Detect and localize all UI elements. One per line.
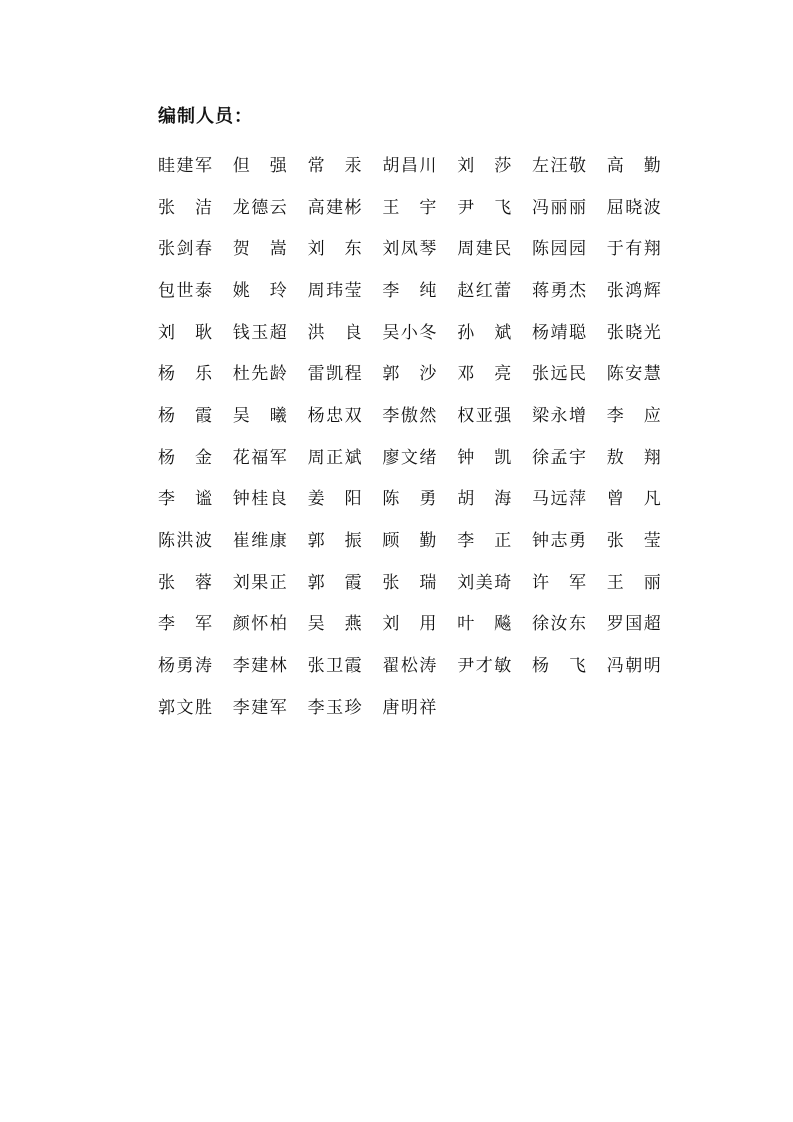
staff-name: 贺 嵩 xyxy=(232,239,287,260)
staff-name: 赵 红 蕾 xyxy=(457,280,512,301)
staff-name: 屈 晓 波 xyxy=(606,197,661,218)
staff-name: 孙 斌 xyxy=(457,322,512,343)
staff-name: 杨 乐 xyxy=(158,364,212,385)
staff-name: 雷 凯 程 xyxy=(307,364,362,385)
staff-name: 胡 昌 川 xyxy=(382,155,437,176)
staff-name: 王 宇 xyxy=(382,197,437,218)
staff-name: 姜 阳 xyxy=(307,489,362,510)
staff-name: 徐 孟 宇 xyxy=(531,447,586,468)
staff-name: 崔 维 康 xyxy=(232,531,287,552)
staff-name: 杨 靖 聪 xyxy=(531,322,586,343)
staff-name: 刘 莎 xyxy=(457,155,512,176)
staff-name: 常 汞 xyxy=(307,155,362,176)
staff-name: 陈 安 慧 xyxy=(606,364,661,385)
staff-name: 周 建 民 xyxy=(457,239,512,260)
staff-name: 钟 志 勇 xyxy=(531,531,586,552)
staff-name: 洪 良 xyxy=(307,322,362,343)
staff-name: 姚 玲 xyxy=(232,280,287,301)
staff-name: 刘 耿 xyxy=(158,322,212,343)
staff-name: 陈 勇 xyxy=(382,489,437,510)
name-row xyxy=(158,687,662,729)
section-heading: 编制人员： xyxy=(158,106,253,127)
name-row xyxy=(158,353,662,395)
staff-name: 唐 明 祥 xyxy=(382,697,437,718)
staff-name: 冯 朝 明 xyxy=(606,656,661,677)
name-row xyxy=(158,479,662,521)
staff-name-grid xyxy=(158,145,662,729)
staff-name: 李 建 林 xyxy=(232,656,287,677)
staff-name: 左 汪 敬 xyxy=(531,155,586,176)
staff-name: 许 军 xyxy=(531,572,586,593)
staff-name: 尹 才 敏 xyxy=(457,656,512,677)
staff-name: 陈 园 园 xyxy=(531,239,586,260)
staff-name: 包 世 泰 xyxy=(158,280,212,301)
staff-name: 杨 忠 双 xyxy=(307,405,362,426)
staff-name: 眭 建 军 xyxy=(158,155,212,176)
staff-name: 顾 勤 xyxy=(382,531,437,552)
staff-name: 张 剑 春 xyxy=(158,239,212,260)
staff-name: 陈 洪 波 xyxy=(158,531,212,552)
staff-name: 李 玉 珍 xyxy=(307,697,362,718)
staff-name: 李 谧 xyxy=(158,489,212,510)
staff-name: 刘 用 xyxy=(382,614,437,635)
staff-name: 邓 亮 xyxy=(457,364,512,385)
staff-name: 张 远 民 xyxy=(531,364,586,385)
staff-name: 杨 勇 涛 xyxy=(158,656,212,677)
staff-name: 杨 霞 xyxy=(158,405,212,426)
staff-name: 梁 永 增 xyxy=(531,405,586,426)
staff-name: 尹 飞 xyxy=(457,197,512,218)
staff-name: 杨 金 xyxy=(158,447,212,468)
staff-name: 钟 凯 xyxy=(457,447,512,468)
staff-name: 张 卫 霞 xyxy=(307,656,362,677)
staff-name: 周 正 斌 xyxy=(307,447,362,468)
staff-name: 刘 果 正 xyxy=(232,572,287,593)
staff-name: 刘 美 琦 xyxy=(457,572,512,593)
staff-name: 冯 丽 丽 xyxy=(531,197,586,218)
staff-name: 高 勤 xyxy=(606,155,661,176)
staff-name: 张 莹 xyxy=(606,531,661,552)
staff-name: 但 强 xyxy=(232,155,287,176)
staff-name: 李 应 xyxy=(606,405,661,426)
staff-name: 胡 海 xyxy=(457,489,512,510)
staff-name: 吴 燕 xyxy=(307,614,362,635)
staff-name: 颜 怀 柏 xyxy=(232,614,287,635)
staff-name: 张 鸿 辉 xyxy=(606,280,661,301)
staff-name: 郭 文 胜 xyxy=(158,697,212,718)
staff-name: 张 瑞 xyxy=(382,572,437,593)
name-row xyxy=(158,145,662,187)
staff-name: 张 蓉 xyxy=(158,572,212,593)
staff-name: 周 玮 莹 xyxy=(307,280,362,301)
staff-name: 李 傲 然 xyxy=(382,405,437,426)
staff-name: 廖 文 绪 xyxy=(382,447,437,468)
staff-name: 张 晓 光 xyxy=(606,322,661,343)
staff-name: 权 亚 强 xyxy=(457,405,512,426)
staff-name: 杨 飞 xyxy=(531,656,586,677)
name-row xyxy=(158,562,662,604)
name-row xyxy=(158,395,662,437)
staff-name: 于 有 翔 xyxy=(606,239,661,260)
staff-name: 钱 玉 超 xyxy=(232,322,287,343)
staff-name: 李 军 xyxy=(158,614,212,635)
staff-name: 吴 曦 xyxy=(232,405,287,426)
staff-name: 郭 振 xyxy=(307,531,362,552)
staff-name: 翟 松 涛 xyxy=(382,656,437,677)
staff-name: 蒋 勇 杰 xyxy=(531,280,586,301)
staff-name: 张 洁 xyxy=(158,197,212,218)
staff-name: 杜 先 龄 xyxy=(232,364,287,385)
name-row xyxy=(158,270,662,312)
staff-name: 罗 国 超 xyxy=(606,614,661,635)
staff-name: 徐 汝 东 xyxy=(531,614,586,635)
name-row xyxy=(158,520,662,562)
staff-name: 刘 东 xyxy=(307,239,362,260)
staff-name: 李 正 xyxy=(457,531,512,552)
staff-name: 花 福 军 xyxy=(232,447,287,468)
staff-name: 龙 德 云 xyxy=(232,197,287,218)
staff-name: 李 纯 xyxy=(382,280,437,301)
staff-name: 王 丽 xyxy=(606,572,661,593)
name-row xyxy=(158,312,662,354)
staff-name: 李 建 军 xyxy=(232,697,287,718)
staff-name: 郭 霞 xyxy=(307,572,362,593)
staff-name: 吴 小 冬 xyxy=(382,322,437,343)
name-row xyxy=(158,604,662,646)
staff-name: 马 远 萍 xyxy=(531,489,586,510)
staff-name: 钟 桂 良 xyxy=(232,489,287,510)
name-row xyxy=(158,228,662,270)
staff-name: 刘 凤 琴 xyxy=(382,239,437,260)
name-row xyxy=(158,437,662,479)
name-row xyxy=(158,645,662,687)
staff-name: 曾 凡 xyxy=(606,489,661,510)
staff-name: 叶 飚 xyxy=(457,614,512,635)
staff-name: 郭 沙 xyxy=(382,364,437,385)
staff-name: 高 建 彬 xyxy=(307,197,362,218)
staff-name: 敖 翔 xyxy=(606,447,661,468)
name-row xyxy=(158,187,662,229)
